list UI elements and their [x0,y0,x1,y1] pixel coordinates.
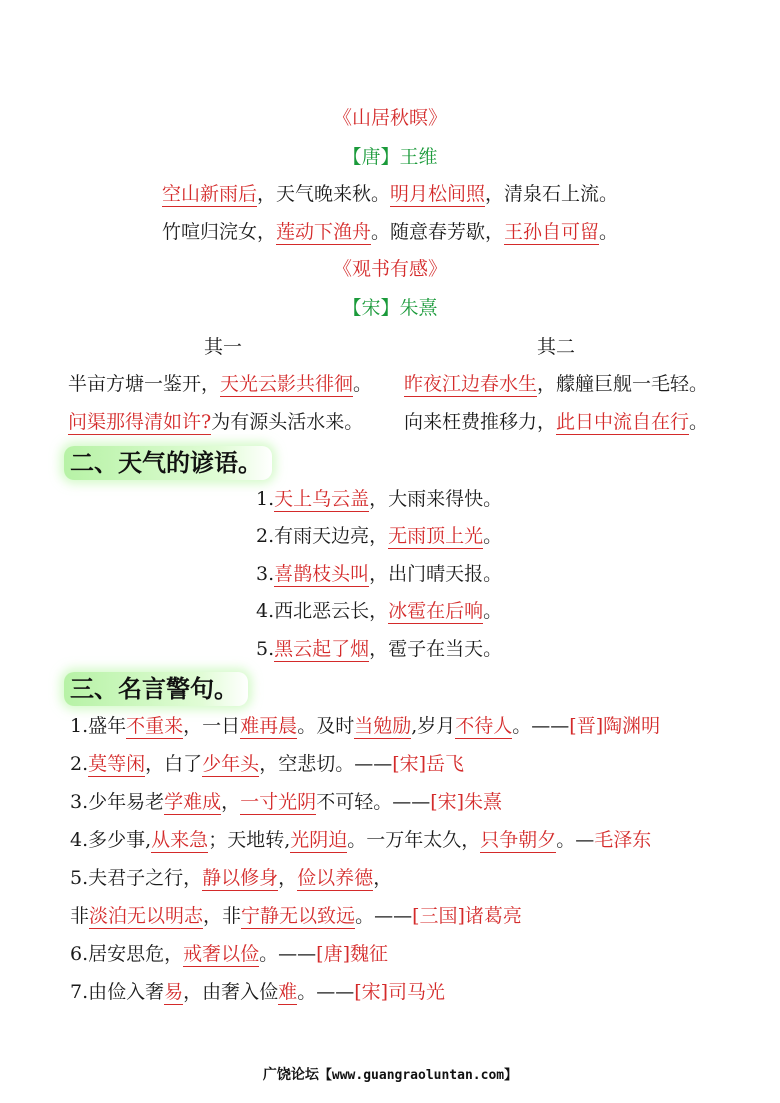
quote-text: ，白了 [145,753,203,775]
footer-site-name: 广饶论坛 [262,1067,319,1083]
poem-text: ，清泉石上流。 [485,183,619,205]
proverb-text: 。 [483,600,503,622]
poem-text: ，艨艟巨舰一毛轻。 [537,373,709,395]
poem2-author: 【宋】朱熹 [342,297,438,319]
item-number: 3. [256,563,275,585]
answer-blank: 一寸光阴 [240,791,317,813]
answer-blank: 淡泊无以明志 [89,905,204,927]
quote-text: ， [221,791,241,813]
poem-text: 。 [689,411,709,433]
answer-blank: 静以修身 [202,867,279,889]
poem-text: 向来枉费推移力， [404,411,557,433]
quote-text: 。— [556,829,595,851]
section2-heading: 二、天气的谚语。 [64,446,272,480]
item-number: 1. [256,488,275,510]
answer-blank: 少年头 [202,753,260,775]
quote-text: ，由奢入俭 [183,981,279,1003]
answer-blank: 喜鹊枝头叫 [274,563,370,585]
quote-1 [70,712,660,740]
quote-text: 4.多少事, [70,829,152,851]
poem-text: 半亩方塘一鉴开， [68,373,221,395]
poem-text: 为有源头活水来。 [211,411,364,433]
quote-author: [晋]陶渊明 [569,715,661,737]
quote-text: 5.夫君子之行， [70,867,203,889]
item-number: 4. [256,600,275,622]
section3-heading: 三、名言警句。 [64,672,248,706]
answer-blank: 俭以养德 [297,867,374,889]
poem1-line1 [0,180,780,208]
quote-text: 7.由俭入奢 [70,981,165,1003]
quote-text: ；天地转, [208,829,291,851]
proverb-item-2 [256,522,502,550]
quote-text: 。—— [512,715,570,737]
answer-blank: 空山新雨后 [161,183,257,205]
quote-text: ， [278,867,298,889]
poem2-row1-right [404,370,708,398]
answer-blank: 问渠那得清如许? [68,411,212,433]
answer-blank: 不待人 [455,715,513,737]
quote-text: 6.居安思危， [70,943,184,965]
answer-blank: 天上乌云盖 [274,488,370,510]
answer-blank: 当勉励 [354,715,412,737]
quote-text: 3.少年易老 [70,791,165,813]
answer-blank: 天光云影共徘徊 [220,373,354,395]
quote-text: ， [373,867,393,889]
answer-blank: 从来急 [151,829,209,851]
answer-blank: 难 [278,981,298,1003]
proverb-text: 。 [483,525,503,547]
quote-7 [70,978,445,1006]
answer-blank: 光阴迫 [290,829,348,851]
quote-text: ，一日 [183,715,241,737]
quote-author: [唐]魏征 [316,943,388,965]
poem1-line2 [0,218,780,246]
poem1-title: 《山居秋暝》 [332,107,447,129]
quote-text: ,岁月 [411,715,456,737]
quote-3 [70,788,502,816]
poem2-row2-left [68,408,363,436]
quote-6 [70,940,388,968]
poem-text: 。 [353,373,373,395]
quote-text: 2. [70,753,89,775]
quote-author: 毛泽东 [594,829,652,851]
quote-author: [宋]朱熹 [430,791,503,813]
poem-text: ，天气晚来秋。 [256,183,390,205]
quote-author: [宋]司马光 [354,981,446,1003]
quote-text: 。—— [259,943,317,965]
proverb-text: 有雨天边亮， [274,525,389,547]
proverb-item-3 [256,560,502,588]
answer-blank: 难再晨 [240,715,298,737]
poem2-right-head: 其二 [537,336,576,358]
answer-blank: 昨夜江边春水生 [404,373,538,395]
proverb-text: ，大雨来得快。 [369,488,503,510]
poem2-title: 《观书有感》 [332,258,447,280]
poem-text: 竹喧归浣女， [161,221,276,243]
quote-2 [70,750,464,778]
answer-blank: 冰雹在后响 [388,600,484,622]
answer-blank: 宁静无以致远 [241,905,356,927]
answer-blank: 黑云起了烟 [274,638,370,660]
answer-blank: 莫等闲 [88,753,146,775]
quote-4 [70,826,651,854]
poem1-author: 【唐】王维 [342,146,438,168]
item-number: 2. [256,525,275,547]
poem-text: 。 [599,221,619,243]
poem2-row1-left [68,370,372,398]
quote-text: 。—— [355,905,413,927]
quote-text: 不可轻。—— [316,791,431,813]
answer-blank: 无雨顶上光 [388,525,484,547]
quote-5-line2 [70,902,522,930]
proverb-item-5 [256,635,502,663]
quote-text: 。一万年太久， [347,829,481,851]
quote-text: 1.盛年 [70,715,127,737]
proverb-text: ，雹子在当天。 [369,638,503,660]
quote-text: ，非 [203,905,242,927]
answer-blank: 学难成 [164,791,222,813]
proverb-item-4 [256,597,502,625]
answer-blank: 只争朝夕 [480,829,557,851]
answer-blank: 易 [164,981,184,1003]
poem-text: 。随意春芳歇， [370,221,504,243]
item-number: 5. [256,638,275,660]
proverb-item-1 [256,485,502,513]
quote-text: ，空悲切。—— [259,753,393,775]
quote-5-line1 [70,864,392,892]
proverb-text: 西北恶云长， [274,600,389,622]
answer-blank: 戒奢以俭 [183,943,260,965]
page-footer [0,1064,780,1084]
quote-author: [三国]诸葛亮 [412,905,522,927]
answer-blank: 不重来 [126,715,184,737]
answer-blank: 明月松间照 [390,183,486,205]
quote-text: 非 [70,905,90,927]
quote-text: 。及时 [297,715,355,737]
quote-text: 。—— [297,981,355,1003]
poem2-row2-right [404,408,708,436]
quote-author: [宋]岳飞 [392,753,465,775]
poem2-left-head: 其一 [204,336,243,358]
proverb-text: ，出门晴天报。 [369,563,503,585]
answer-blank: 王孙自可留 [504,221,600,243]
answer-blank: 此日中流自在行 [556,411,690,433]
footer-url[interactable]: 【www.guangraoluntan.com】 [318,1068,518,1083]
answer-blank: 莲动下渔舟 [275,221,371,243]
